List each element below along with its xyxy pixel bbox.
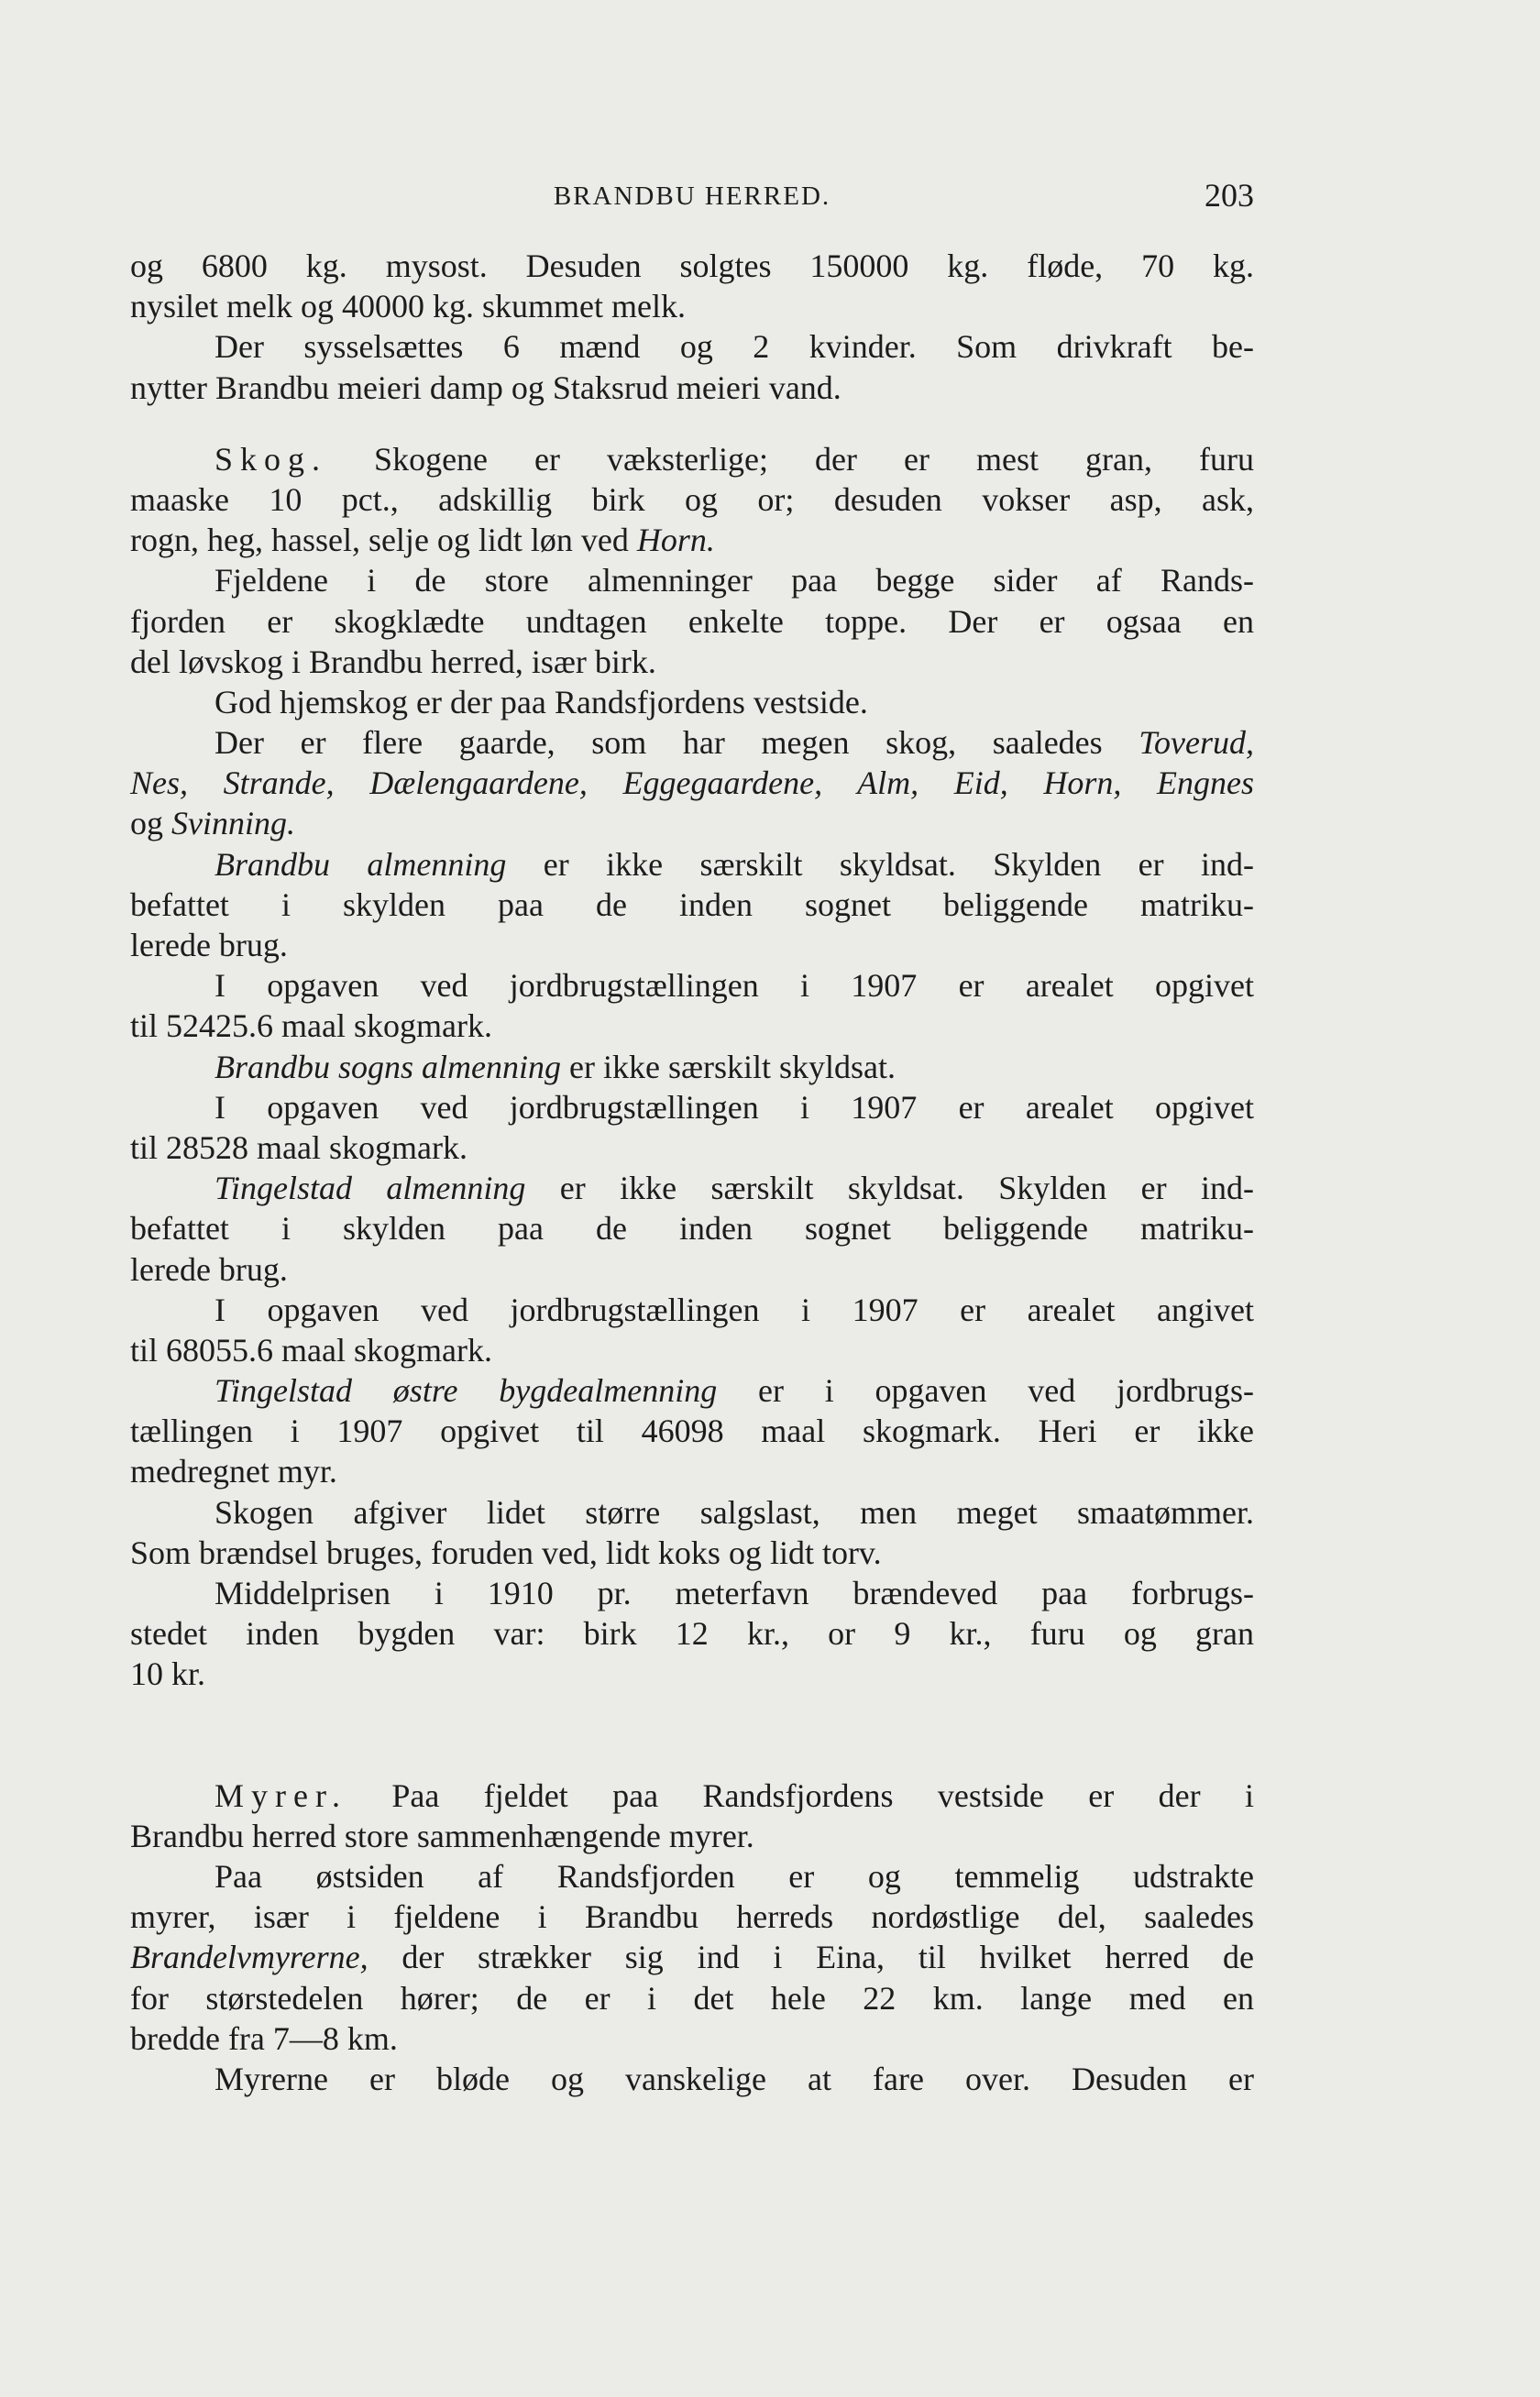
text-line: Brandbu herred store sammenhængende myrer. [130, 1817, 754, 1854]
text-line: til 28528 maal skogmark. [130, 1128, 468, 1166]
place-name: Svinning. [171, 805, 295, 842]
text-line: og 6800 kg. mysost. Desuden solgtes 150000 kg. fløde, 70 kg. [130, 247, 1254, 284]
text-line [130, 763, 1254, 803]
page-number: 203 [1204, 177, 1254, 214]
section-gap [130, 1695, 1254, 1776]
text-line: tællingen i 1907 opgivet til 46098 maal skogmark. Heri er ikke [130, 1413, 1254, 1450]
text-line: rogn, heg, hassel, selje og lidt løn ved Horn. [130, 522, 715, 559]
text-line: befattet i skylden paa de inden sognet beliggende matriku- [130, 1210, 1254, 1248]
text-line: maaske 10 pct., adskillig birk og or; desuden vokser asp, ask, [130, 480, 1254, 518]
text-line: del løvskog i Brandbu herred, især birk. [130, 643, 656, 680]
text-line: Der er flere gaarde, som har megen skog, saaledes Toverud, [214, 724, 1254, 762]
almenning-name: Brandbu sogns almenning [214, 1048, 561, 1085]
place-name: Horn. [636, 522, 715, 559]
text-line: fjorden er skogklædte undtagen enkelte toppe. Der er ogsaa en [130, 602, 1254, 640]
text-line: myrer, især i fjeldene i Brandbu herreds nordøstlige del, saaledes [130, 1898, 1254, 1936]
text-line: Tingelstad østre bygdealmenning er i opgaven ved jordbrugs- [214, 1372, 1254, 1410]
section-gap [130, 408, 1254, 439]
text-line: 10 kr. [130, 1655, 206, 1693]
text-line: I opgaven ved jordbrugstællingen i 1907 er arealet opgivet [214, 1088, 1254, 1126]
text-line: Brandbu almenning er ikke særskilt skyldsat. Skylden er ind- [214, 845, 1255, 883]
text-line: Paa østsiden af Randsfjorden er og temmelig udstrakte [214, 1857, 1254, 1895]
text-line: bredde fra 7—8 km. [130, 2019, 398, 2057]
body-text [130, 246, 1254, 2099]
text-line: Fjeldene i de store almenninger paa begge sider af Rands- [214, 562, 1254, 599]
text-line: for størstedelen hører; de er i det hele 22 km. lange med en [130, 1979, 1254, 2017]
place-names: Nes, Strande, Dælengaardene, Eggegaardene, Alm, Eid, Horn, Engnes [130, 764, 1254, 802]
text-line: lerede brug. [130, 1250, 288, 1288]
section-heading-skog: Skog. [214, 440, 328, 478]
text-line: Brandelvmyrerne, der strækker sig ind i Eina, til hvilket herred de [130, 1939, 1254, 1976]
text-line: og Svinning. [130, 805, 295, 842]
text-line: Middelprisen i 1910 pr. meterfavn brændeved paa forbrugs- [214, 1575, 1254, 1611]
place-name: Toverud, [1138, 724, 1254, 762]
text-line: Tingelstad almenning er ikke særskilt skyldsat. Skylden er ind- [214, 1170, 1254, 1207]
text-line: befattet i skylden paa de inden sognet beliggende matriku- [130, 885, 1254, 923]
running-title: BRANDBU HERRED. [553, 181, 831, 211]
text-line: Myrer. Paa fjeldet paa Randsfjordens vestside er der i [214, 1776, 1254, 1814]
text-line: I opgaven ved jordbrugstællingen i 1907 er arealet opgivet [214, 967, 1254, 1005]
almenning-name: Brandbu almenning [214, 845, 507, 883]
text-line: til 68055.6 maal skogmark. [130, 1331, 492, 1369]
page-header [130, 176, 1254, 220]
text-line: medregnet myr. [130, 1453, 337, 1490]
text-line: Som brændsel bruges, foruden ved, lidt koks og lidt torv. [130, 1534, 882, 1571]
text-line: Myrerne er bløde og vanskelige at fare over. Desuden er [214, 2060, 1254, 2097]
text-line: Der sysselsættes 6 mænd og 2 kvinder. Som drivkraft be- [214, 328, 1254, 366]
text-line: nysilet melk og 40000 kg. skummet melk. [130, 288, 686, 325]
text-line: Skog. Skogene er væksterlige; der er mest gran, furu [214, 440, 1254, 478]
text-line: til 52425.6 maal skogmark. [130, 1007, 492, 1045]
text-line: nytter Brandbu meieri damp og Staksrud meieri vand. [130, 368, 842, 406]
section-heading-myrer: Myrer. [214, 1776, 347, 1814]
text-line: Skogen afgiver lidet større salgslast, men meget smaatømmer. [214, 1493, 1254, 1531]
almenning-name: Tingelstad østre bygdealmenning [214, 1372, 718, 1410]
text-line: stedet inden bygden var: birk 12 kr., or 9 kr., furu og gran [130, 1615, 1254, 1653]
text-line: I opgaven ved jordbrugstællingen i 1907 er arealet angivet [214, 1291, 1254, 1328]
text-line: Brandbu sogns almenning er ikke særskilt skyldsat. [214, 1048, 896, 1085]
text-line: lerede brug. [130, 927, 288, 963]
text-line: God hjemskog er der paa Randsfjordens vestside. [214, 683, 868, 720]
almenning-name: Tingelstad almenning [214, 1170, 526, 1207]
place-name: Brandelvmyrerne, [130, 1939, 368, 1976]
